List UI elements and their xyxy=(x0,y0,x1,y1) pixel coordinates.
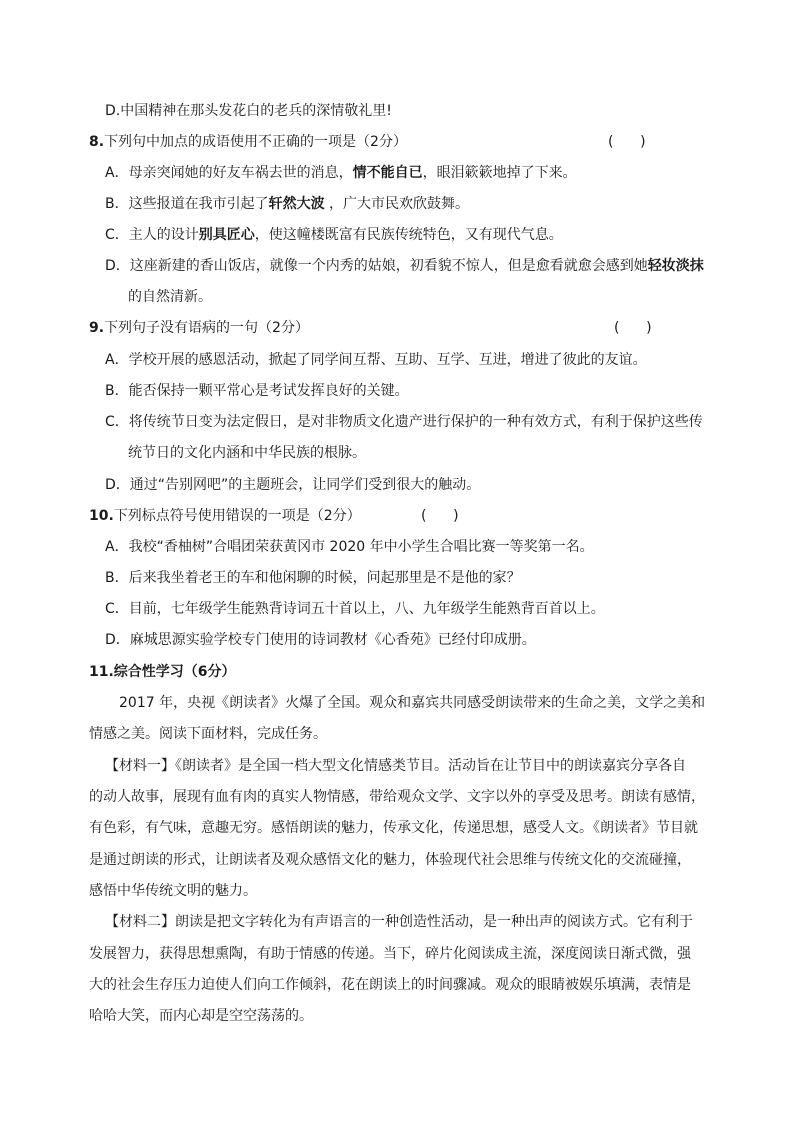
q8-option-d-idiom: 轻妆淡抹 xyxy=(647,258,704,274)
q9-option-c-continued: 统节日的文化内涵和中华民族的根脉。 xyxy=(128,445,366,461)
q8-option-b-pre: B．这些报道在我市引起了 xyxy=(105,196,269,212)
q8-option-c-idiom: 别具匠心 xyxy=(198,227,255,243)
q11-material-2-line-3: 大的社会生存压力迫使人们向工作倾斜，花在朗读上的时间骤减。观众的眼睛被娱乐填满，表情是 xyxy=(89,977,691,993)
q8-stem: 下列句中加点的成语使用不正确的一项是（2分） xyxy=(104,134,407,150)
q11-intro-line-2: 情感之美。阅读下面材料，完成任务。 xyxy=(89,726,327,742)
q10-stem: 下列标点符号使用错误的一项是（2分） xyxy=(113,508,361,524)
q11-material-1-line-1: 【材料一】《朗读者》是全国一档大型文化情感类节目。活动旨在让节目中的朗读嘉宾分享各自 xyxy=(105,758,686,774)
q8-option-b-idiom: 轩然大波 xyxy=(268,196,325,212)
q10-option-c: C．目前，七年级学生能熟背诗词五十首以上，八、九年级学生能熟背百首以上。 xyxy=(105,601,605,617)
q8-answer-blank[interactable]: ( ) xyxy=(608,134,646,150)
q8-option-a-pre: A．母亲突闻她的好友车祸去世的消息， xyxy=(105,165,353,181)
q10-heading xyxy=(89,506,361,526)
q10-number: 10. xyxy=(89,508,114,524)
q9-option-d: D．通过“告别网吧”的主题班会，让同学们受到很大的触动。 xyxy=(105,477,481,493)
q11-material-1-line-4: 是通过朗读的形式，让朗读者及观众感悟文化的魅力，体验现代社会思维与传统文化的交流碰撞， xyxy=(89,852,691,868)
q8-option-b xyxy=(105,194,469,214)
q9-number: 9. xyxy=(89,320,105,336)
q9-option-c: C．将传统节日变为法定假日，是对非物质文化遗产进行保护的一种有效方式，有利于保护这些传 xyxy=(105,414,703,430)
q11-material-2-line-2: 发展智力，获得思想熏陶，有助于情感的传递。当下，碎片化阅读成主流，深度阅读日渐式微，强 xyxy=(89,946,691,962)
q10-answer-blank[interactable]: ( ) xyxy=(421,508,459,524)
q9-option-a: A．学校开展的感恩活动，掀起了同学间互帮、互助、互学、互进，增进了彼此的友谊。 xyxy=(105,352,647,368)
q11-material-1-line-3: 有色彩，有气味，意趣无穷。感悟朗读的魅力，传承文化，传递思想，感受人文。《朗读者》节目就 xyxy=(89,820,698,836)
q9-option-b: B．能否保持一颗平常心是考试发挥良好的关键。 xyxy=(105,383,409,399)
q10-option-a: A．我校“香柚树”合唱团荣获黄冈市 2020 年中小学生合唱比赛一等奖第一名。 xyxy=(105,539,594,555)
q8-option-a-idiom: 情不能自已 xyxy=(352,165,423,181)
q7-option-d: D.中国精神在那头发花白的老兵的深情敬礼里! xyxy=(105,103,392,119)
q8-option-c-post: ，使这幢楼既富有民族传统特色，又有现代气息。 xyxy=(254,227,563,243)
q11-material-1-line-5: 感悟中华传统文明的魅力。 xyxy=(89,883,257,899)
q8-option-d-continued: 的自然清新。 xyxy=(128,289,212,305)
q8-option-c xyxy=(105,225,563,245)
q8-option-a xyxy=(105,163,577,183)
q8-heading xyxy=(89,132,407,152)
q11-material-2-line-4: 哈哈大笑，而内心却是空空荡荡的。 xyxy=(89,1008,313,1024)
q9-heading xyxy=(89,318,309,338)
q8-option-b-post: ，广大市民欢欣鼓舞。 xyxy=(324,196,470,212)
q9-answer-blank[interactable]: ( ) xyxy=(614,320,652,336)
q11-heading: 11.综合性学习（6分） xyxy=(89,664,236,680)
q8-option-c-pre: C．主人的设计 xyxy=(105,227,199,243)
q11-material-1-line-2: 的动人故事，展现有血有肉的真实人物情感，带给观众文学、文字以外的享受及思考。朗读有感情， xyxy=(89,789,705,805)
q8-option-a-post: ，眼泪簌簌地掉了下来。 xyxy=(422,165,577,181)
q11-intro-line-1: 2017 年，央视《朗读者》火爆了全国。观众和嘉宾共同感受朗读带来的生命之美，文学之美和 xyxy=(119,695,706,711)
q10-option-b: B．后来我坐着老王的车和他闲聊的时候，问起那里是不是他的家？ xyxy=(105,570,521,586)
q8-option-d-pre: D．这座新建的香山饭店，就像一个内秀的姑娘，初看貌不惊人，但是愈看就愈会感到她 xyxy=(105,258,648,274)
q9-stem: 下列句子没有语病的一句（2分） xyxy=(104,320,309,336)
q8-option-d xyxy=(105,256,704,276)
q8-number: 8. xyxy=(89,134,105,150)
q10-option-d: D．麻城思源实验学校专门使用的诗词教材《心香苑》已经付印成册。 xyxy=(105,632,536,648)
q11-material-2-line-1: 【材料二】朗读是把文字转化为有声语言的一种创造性活动，是一种出声的阅读方式。它有利于 xyxy=(105,914,693,930)
